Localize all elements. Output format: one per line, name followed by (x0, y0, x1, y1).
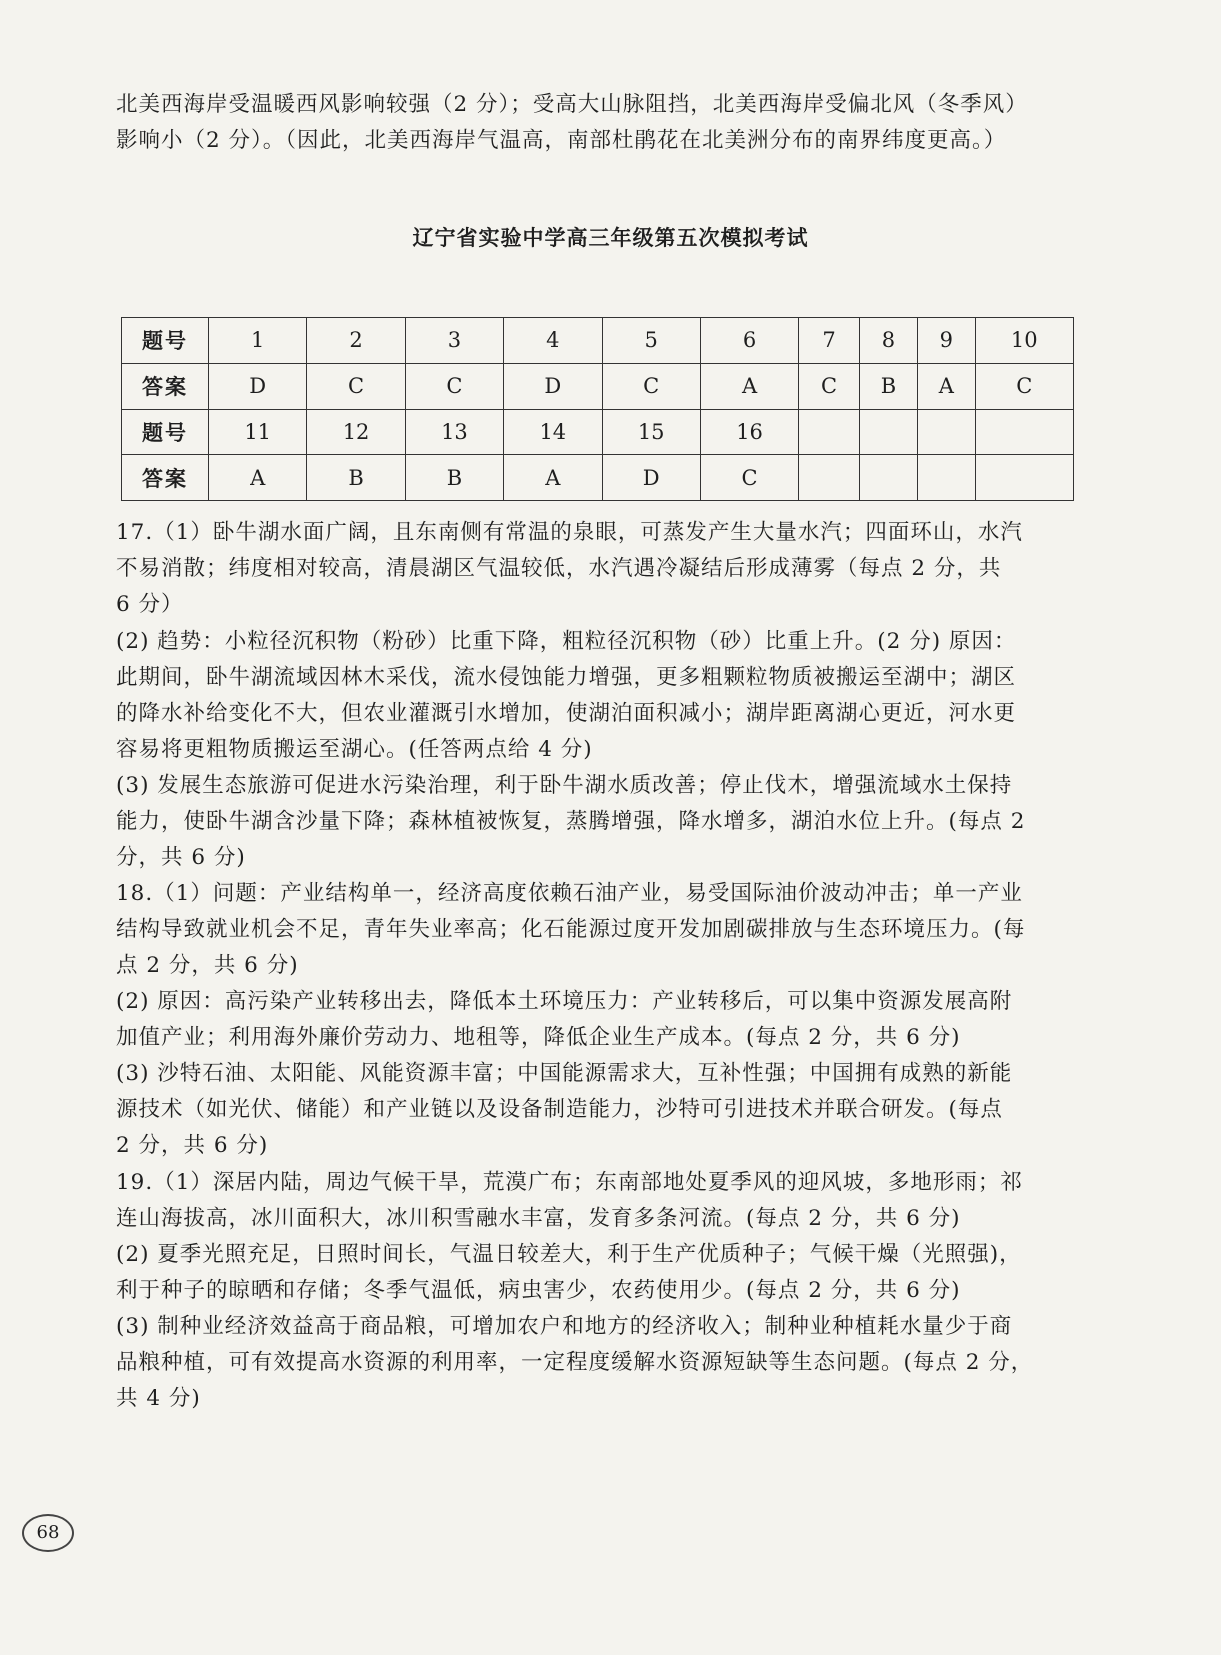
intro-paragraph (116, 87, 1084, 159)
q19-part1 (116, 1165, 1084, 1237)
table-row (122, 363, 1074, 409)
answer-cell (975, 455, 1074, 501)
answer-cell: D (504, 363, 602, 409)
q19-part2 (116, 1237, 1084, 1309)
question-number-cell (918, 409, 975, 455)
text-line: 6 分） (116, 592, 184, 617)
answer-cell: A (918, 363, 975, 409)
question-number-cell: 2 (307, 318, 405, 364)
text-line: 分，共 6 分) (116, 845, 246, 870)
text-line: 加值产业；利用海外廉价劳动力、地租等，降低企业生产成本。(每点 2 分，共 6 分) (116, 1025, 961, 1050)
answer-cell (859, 455, 917, 501)
answer-cell: C (405, 363, 503, 409)
answer-cell: D (602, 455, 700, 501)
answer-cell: A (504, 455, 602, 501)
answer-cell: A (209, 455, 307, 501)
text-line: 不易消散；纬度相对较高，清晨湖区气温较低，水汽遇冷凝结后形成薄雾（每点 2 分，共 (116, 556, 1002, 581)
question-number-cell: 14 (504, 409, 602, 455)
text-line: 共 4 分) (116, 1386, 201, 1411)
answer-cell: C (307, 363, 405, 409)
text-line: 容易将更粗物质搬运至湖心。(任答两点给 4 分) (116, 737, 593, 762)
text-line: 点 2 分，共 6 分) (116, 953, 299, 978)
q17-part1 (116, 515, 1084, 623)
text-line: (3) 沙特石油、太阳能、风能资源丰富；中国能源需求大，互补性强；中国拥有成熟的新能 (116, 1061, 1013, 1086)
answer-cell: C (602, 363, 700, 409)
table-row (122, 455, 1074, 501)
q19-part3 (116, 1309, 1084, 1417)
text-line: 源技术（如光伏、储能）和产业链以及设备制造能力，沙特可引进技术并联合研发。(每点 (116, 1097, 1003, 1122)
question-number-cell: 15 (602, 409, 700, 455)
answer-cell: C (799, 363, 860, 409)
question-number-cell: 7 (799, 318, 860, 364)
question-number-cell: 12 (307, 409, 405, 455)
text-line: 17.（1）卧牛湖水面广阔，且东南侧有常温的泉眼，可蒸发产生大量水汽；四面环山，水汽 (116, 520, 1023, 545)
answer-cell: B (859, 363, 917, 409)
question-number-cell (799, 409, 860, 455)
answer-cell: A (700, 363, 798, 409)
text-line: 19.（1）深居内陆，周边气候干旱，荒漠广布；东南部地处夏季风的迎风坡，多地形雨；祁 (116, 1170, 1023, 1195)
text-line: (3) 发展生态旅游可促进水污染治理，利于卧牛湖水质改善；停止伐木，增强流域水土保持 (116, 773, 1013, 798)
answer-cell: C (700, 455, 798, 501)
text-line: 的降水补给变化不大，但农业灌溉引水增加，使湖泊面积减小；湖岸距离湖心更近，河水更 (116, 701, 1017, 726)
q17-part2 (116, 624, 1084, 768)
question-number-cell: 8 (859, 318, 917, 364)
question-number-cell (975, 409, 1074, 455)
text-line: 2 分，共 6 分) (116, 1133, 269, 1158)
row-header: 题号 (122, 318, 209, 364)
question-number-cell: 10 (975, 318, 1074, 364)
answer-cell: D (209, 363, 307, 409)
page-number: 68 (22, 1514, 74, 1552)
question-number-cell (859, 409, 917, 455)
text-line: (2) 夏季光照充足，日照时间长，气温日较差大，利于生产优质种子；气候干燥（光照强)， (116, 1242, 1022, 1267)
question-number-cell: 1 (209, 318, 307, 364)
q18-part1 (116, 876, 1084, 984)
text-line: (3) 制种业经济效益高于商品粮，可增加农户和地方的经济收入；制种业种植耗水量少于商 (116, 1314, 1013, 1339)
text-line: (2) 原因：高污染产业转移出去，降低本土环境压力：产业转移后，可以集中资源发展高附 (116, 989, 1013, 1014)
question-number-cell: 9 (918, 318, 975, 364)
answer-cell (918, 455, 975, 501)
q18-part3 (116, 1056, 1084, 1164)
text-line: 北美西海岸受温暖西风影响较强（2 分）；受高大山脉阻挡，北美西海岸受偏北风（冬季风） (116, 92, 1028, 117)
question-number-cell: 13 (405, 409, 503, 455)
text-line: 利于种子的晾晒和存储；冬季气温低，病虫害少，农药使用少。(每点 2 分，共 6 分) (116, 1278, 961, 1303)
q17-part3 (116, 768, 1084, 876)
row-header: 题号 (122, 409, 209, 455)
answer-cell (799, 455, 860, 501)
question-number-cell: 6 (700, 318, 798, 364)
question-number-cell: 16 (700, 409, 798, 455)
q18-part2 (116, 984, 1084, 1056)
table-row (122, 409, 1074, 455)
text-line: (2) 趋势：小粒径沉积物（粉砂）比重下降，粗粒径沉积物（砂）比重上升。(2 分) 原因： (116, 629, 1017, 654)
answer-cell: B (307, 455, 405, 501)
question-number-cell: 4 (504, 318, 602, 364)
question-number-cell: 11 (209, 409, 307, 455)
exam-title: 辽宁省实验中学高三年级第五次模拟考试 (412, 226, 809, 250)
text-line: 结构导致就业机会不足，青年失业率高；化石能源过度开发加剧碳排放与生态环境压力。(每 (116, 917, 1026, 942)
row-header: 答案 (122, 363, 209, 409)
text-line: 能力，使卧牛湖含沙量下降；森林植被恢复，蒸腾增强，降水增多，湖泊水位上升。(每点 2 (116, 809, 1026, 834)
text-line: 18.（1）问题：产业结构单一，经济高度依赖石油产业，易受国际油价波动冲击；单一产业 (116, 881, 1023, 906)
text-line: 此期间，卧牛湖流域因林木采伐，流水侵蚀能力增强，更多粗颗粒物质被搬运至湖中；湖区 (116, 665, 1017, 690)
table-row (122, 318, 1074, 364)
answer-table (121, 317, 1074, 501)
text-line: 品粮种植，可有效提高水资源的利用率，一定程度缓解水资源短缺等生态问题。(每点 2 分， (116, 1350, 1034, 1375)
text-line: 连山海拔高，冰川面积大，冰川积雪融水丰富，发育多条河流。(每点 2 分，共 6 分) (116, 1206, 961, 1231)
row-header: 答案 (122, 455, 209, 501)
answer-cell: B (405, 455, 503, 501)
text-line: 影响小（2 分）。（因此，北美西海岸气温高，南部杜鹃花在北美洲分布的南界纬度更高。） (116, 128, 1007, 153)
answer-cell: C (975, 363, 1074, 409)
question-number-cell: 3 (405, 318, 503, 364)
question-number-cell: 5 (602, 318, 700, 364)
